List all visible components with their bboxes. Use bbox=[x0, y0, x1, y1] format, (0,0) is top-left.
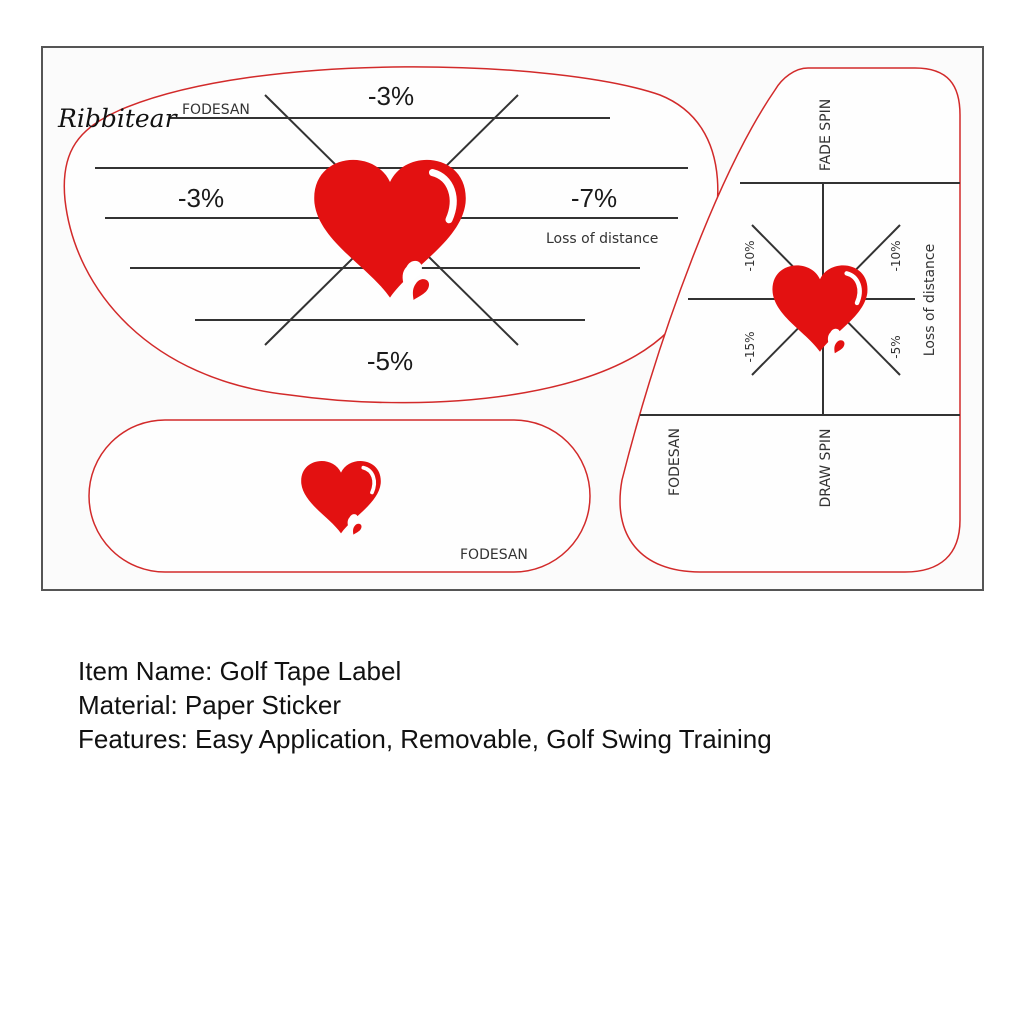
watermark-text: Ribbitear bbox=[58, 104, 177, 133]
bottom-left-spin-pct: -15% bbox=[743, 331, 757, 363]
top-left-spin-pct: -10% bbox=[743, 240, 757, 272]
fade-spin-text: FADE SPIN bbox=[818, 98, 834, 172]
bottom-right-spin-pct: -5% bbox=[889, 335, 903, 359]
spin-brand-text: FODESAN bbox=[667, 428, 683, 496]
bar-label bbox=[89, 420, 590, 572]
right-loss-pct: -7% bbox=[570, 183, 618, 213]
spin-loss-of-distance-text: Loss of distance bbox=[922, 243, 938, 357]
item-name-text: Item Name: Golf Tape Label bbox=[78, 656, 402, 686]
top-right-spin-pct: -10% bbox=[889, 240, 903, 272]
left-loss-pct: -3% bbox=[177, 183, 225, 213]
bar-brand-text: FODESAN bbox=[460, 547, 528, 563]
top-loss-pct: -3% bbox=[367, 81, 415, 111]
draw-spin-text: DRAW SPIN bbox=[818, 428, 834, 508]
bottom-loss-pct: -5% bbox=[366, 346, 414, 376]
material-text: Material: Paper Sticker bbox=[78, 690, 341, 720]
features-text: Features: Easy Application, Removable, Golf Swing Training bbox=[78, 724, 772, 754]
club-brand-text: FODESAN bbox=[182, 102, 250, 118]
loss-of-distance-text: Loss of distance bbox=[546, 231, 659, 247]
